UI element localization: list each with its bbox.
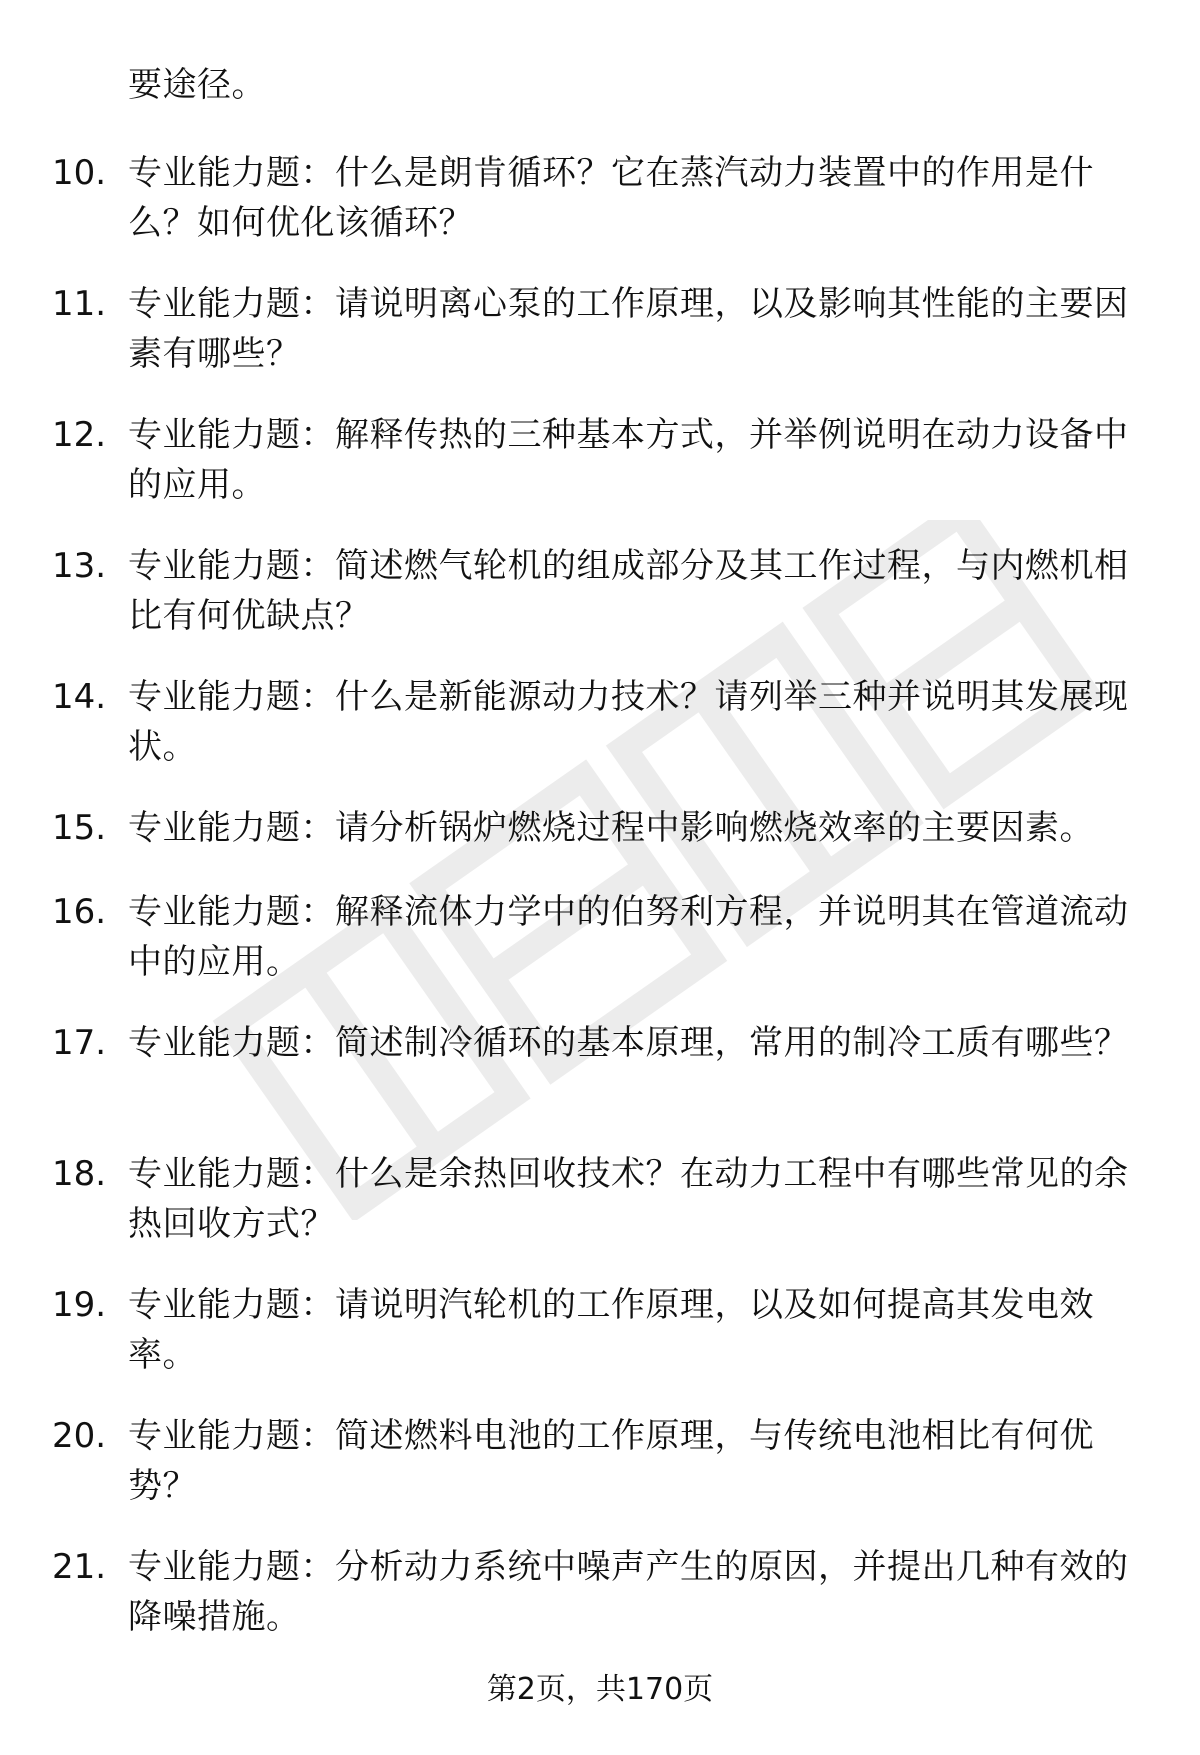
question-item [0,1411,1200,1542]
question-item [0,541,1200,672]
question-text: 专业能力题：简述燃料电池的工作原理，与传统电池相比有何优势？ [128,1416,1094,1506]
question-item [0,279,1200,410]
question-number: 18. [52,1154,107,1194]
question-number: 21. [52,1547,107,1587]
question-item [0,410,1200,541]
question-number: 11. [52,284,107,324]
question-text: 专业能力题：请说明汽轮机的工作原理，以及如何提高其发电效率。 [128,1285,1094,1375]
question-text: 专业能力题：请说明离心泵的工作原理，以及影响其性能的主要因素有哪些？ [128,284,1129,374]
page-footer: 第2页，共170页 [486,1672,714,1707]
question-list [0,148,1200,1673]
continuation-text: 要途径。 [128,65,266,105]
question-text: 专业能力题：简述制冷循环的基本原理，常用的制冷工质有哪些？ [128,1023,1129,1063]
question-item [0,672,1200,803]
question-number: 16. [52,892,107,932]
question-number: 12. [52,415,107,455]
question-text: 专业能力题：分析动力系统中噪声产生的原因，并提出几种有效的降噪措施。 [128,1547,1129,1637]
question-number: 14. [52,677,107,717]
question-item [0,148,1200,279]
question-text: 专业能力题：简述燃气轮机的组成部分及其工作过程，与内燃机相比有何优缺点？ [128,546,1129,636]
question-item [0,1542,1200,1673]
question-number: 17. [52,1023,107,1063]
question-item [0,1280,1200,1411]
question-text: 专业能力题：什么是朗肯循环？它在蒸汽动力装置中的作用是什么？如何优化该循环？ [128,153,1094,243]
question-number: 10. [52,153,107,193]
question-item [0,887,1200,1018]
question-number: 15. [52,808,107,848]
question-number: 19. [52,1285,107,1325]
question-number: 13. [52,546,107,586]
question-text: 专业能力题：请分析锅炉燃烧过程中影响燃烧效率的主要因素。 [128,808,1094,848]
question-item [0,803,1200,887]
question-text: 专业能力题：解释传热的三种基本方式，并举例说明在动力设备中的应用。 [128,415,1129,505]
question-number: 20. [52,1416,107,1456]
question-item [0,1149,1200,1280]
question-text: 专业能力题：什么是新能源动力技术？请列举三种并说明其发展现状。 [128,677,1129,767]
question-text: 专业能力题：什么是余热回收技术？在动力工程中有哪些常见的余热回收方式？ [128,1154,1129,1244]
question-text: 专业能力题：解释流体力学中的伯努利方程，并说明其在管道流动中的应用。 [128,892,1129,982]
question-item [0,1018,1200,1149]
